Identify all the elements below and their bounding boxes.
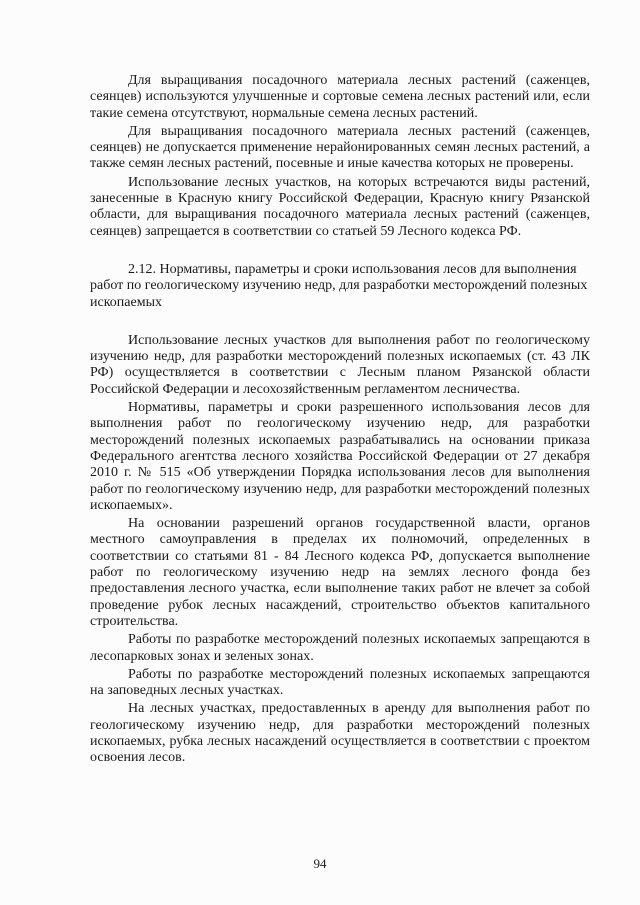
paragraph-reserved-areas: Работы по разработке месторождений полезных ископаемых запрещаются на заповедных лесных участках. bbox=[90, 666, 590, 699]
paragraph-seeds-restriction: Для выращивания посадочного материала лесных растений (саженцев, сеянцев) не допускается применение нерайонированных семян лесных растений, а также семян лесных растений, посевные и иные качества которых не проверены. bbox=[90, 123, 590, 172]
page-number: 94 bbox=[313, 856, 327, 871]
paragraph-seeds-improved: Для выращивания посадочного материала лесных растений (саженцев, сеянцев) используются улучшенные и сортовые семена лесных растений или, если такие семена отсутствуют, нормальные семена лесных растений. bbox=[90, 73, 590, 121]
section-heading: 2.12. Нормативы, параметры и сроки использования лесов для выполнения работ по геологическому изучению недр, для разработки месторождений полезных ископаемых bbox=[90, 261, 588, 310]
paragraph-permissions: На основании разрешений органов государственной власти, органов местного самоуправления в пределах их полномочий, определенных в соответствии со статьями 81 - 84 Лесного кодекса РФ, допускается выполнение работ по геологическому изучению недр на землях лесного фонда без предоставления лесного участка, если выполнение таких работ не влечет за собой проведение рубок лесных насаждений, строительство объектов капитального строительства. bbox=[90, 516, 590, 629]
paragraph-normatives: Нормативы, параметры и сроки разрешенного использования лесов для выполнения работ по геологическому изучению недр, для разработки месторождений полезных ископаемых разрабатывались на основании приказа Федерального агентства лесного хозяйства Российской Федерации от 27 декабря 2010 г. № 515 «Об утверждении Порядка использования лесов для выполнения работ по геологическому изучению недр, для разработки месторождений полезных ископаемых». bbox=[90, 400, 590, 513]
paragraph-forest-park-zones: Работы по разработке месторождений полезных ископаемых запрещаются в лесопарковых зонах и зеленых зонах. bbox=[90, 632, 590, 664]
page-body bbox=[90, 73, 590, 767]
paragraph-red-book: Использование лесных участков, на которых встречаются виды растений, занесенные в Красную книгу Российской Федерации, Красную книгу Рязанской области, для выращивания посадочного материала лесных растений (саженцев, сеянцев) запрещается в соответствии со статьей 59 Лесного кодекса РФ. bbox=[90, 174, 590, 239]
paragraph-land-use: Использование лесных участков для выполнения работ по геологическому изучению недр, для разработки месторождений полезных ископаемых (ст. 43 ЛК РФ) осуществляется в соответствии с Лесным планом Рязанской области Российской Федерации и лесохозяйственным регламентом лесничества. bbox=[90, 332, 590, 397]
paragraph-leased-areas: На лесных участках, предоставленных в аренду для выполнения работ по геологическому изучению недр, для разработки месторождений полезных ископаемых, рубка лесных насаждений осуществляется в соответствии с проектом освоения лесов. bbox=[90, 701, 590, 766]
